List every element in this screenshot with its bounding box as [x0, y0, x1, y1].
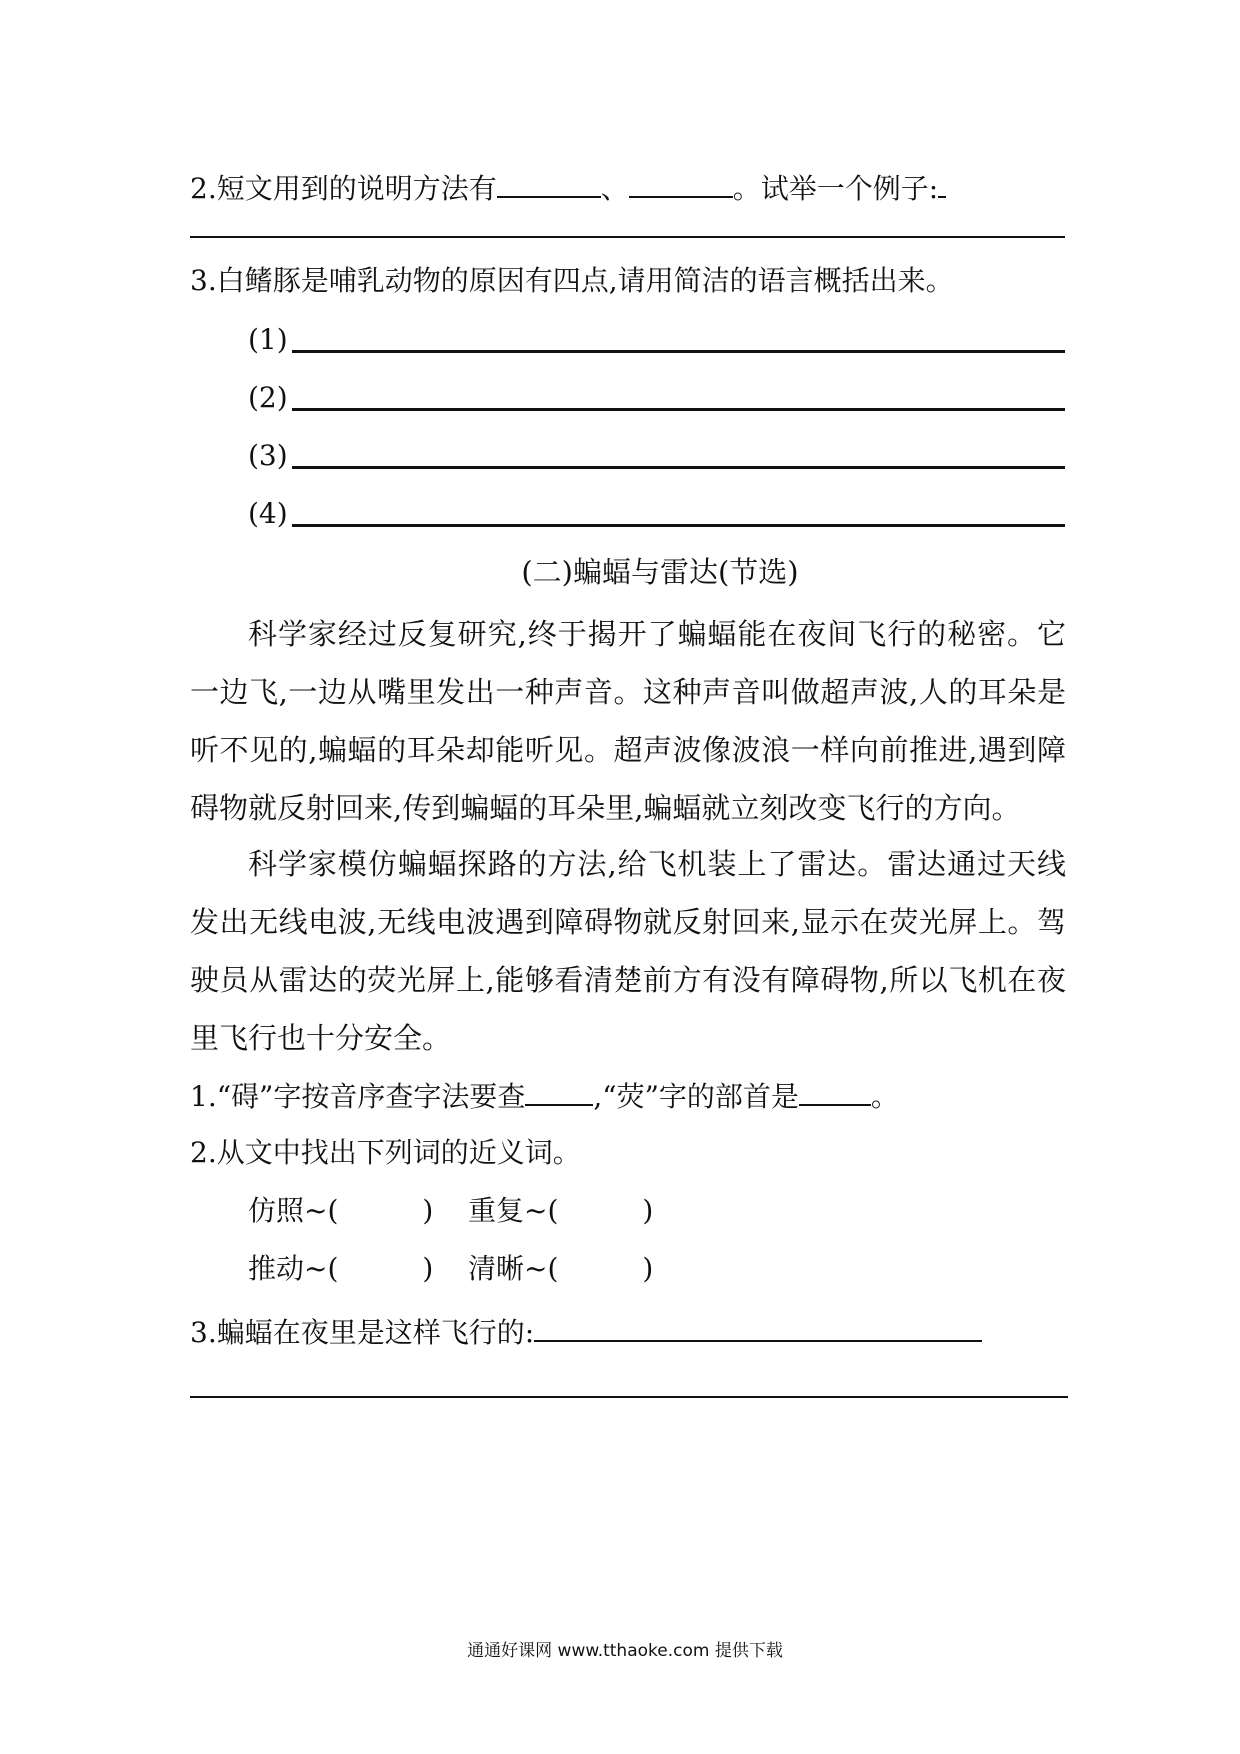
answer-blank[interactable]: [799, 1074, 871, 1106]
close-paren: ): [422, 1252, 434, 1285]
synonym-item: [468, 1249, 653, 1289]
synonym-word: 清晰~(: [468, 1252, 559, 1285]
answer-line[interactable]: [292, 408, 1065, 411]
synonym-word: 仿照~(: [248, 1194, 339, 1227]
answer-line[interactable]: [292, 350, 1065, 353]
answer-blank[interactable]: [938, 166, 946, 198]
question-3-flight: [190, 1310, 982, 1353]
item-label: (4): [248, 497, 288, 530]
answer-line[interactable]: [292, 524, 1065, 527]
question-1-part-c: 。: [870, 1080, 899, 1113]
synonym-word: 重复~(: [468, 1194, 559, 1227]
question-2-synonyms: 2.从文中找出下列词的近义词。: [190, 1136, 581, 1169]
answer-line[interactable]: [190, 236, 1065, 238]
close-paren: ): [422, 1194, 434, 1227]
answer-blank[interactable]: [534, 1310, 982, 1342]
answer-line[interactable]: [190, 1396, 1068, 1398]
item-label: (1): [248, 323, 288, 356]
synonym-word: 推动~(: [248, 1252, 339, 1285]
answer-blank[interactable]: [525, 1074, 593, 1106]
question-2-example-prompt: 。试举一个例子:: [732, 172, 939, 205]
item-label: (3): [248, 439, 288, 472]
passage-title: (二)蝙蝠与雷达(节选): [521, 555, 799, 589]
footer-credit: 通通好课网 www.tthaoke.com 提供下载: [467, 1641, 783, 1661]
close-paren: ): [642, 1252, 654, 1285]
passage-paragraph-1: 科学家经过反复研究,终于揭开了蝙蝠能在夜间飞行的秘密。它一边飞,一边从嘴里发出一种声音。这种声音叫做超声波,人的耳朵是听不见的,蝙蝠的耳朵却能听见。超声波像波浪一样向前推进,遇到障碍物就反射回来,传到蝙蝠的耳朵里,蝙蝠就立刻改变飞行的方向。: [190, 617, 1066, 825]
passage-paragraph-2: 科学家模仿蝙蝠探路的方法,给飞机装上了雷达。雷达通过天线发出无线电波,无线电波遇到障碍物就反射回来,显示在荧光屏上。驾驶员从雷达的荧光屏上,能够看清楚前方有没有障碍物,所以飞机在夜里飞行也十分安全。: [190, 847, 1066, 1055]
question-1-part-b: ,“荧”字的部首是: [593, 1080, 799, 1113]
item-label: (2): [248, 381, 288, 414]
answer-blank[interactable]: [497, 166, 601, 198]
question-2-methods: [190, 166, 946, 209]
synonym-item: [248, 1249, 433, 1289]
question-1-lookup: [190, 1074, 899, 1117]
synonym-item: [468, 1191, 653, 1231]
close-paren: ): [642, 1194, 654, 1227]
question-3-prompt: 3.蝙蝠在夜里是这样飞行的:: [190, 1316, 535, 1349]
question-1-part-a: 1.“碍”字按音序查字法要查: [190, 1080, 526, 1113]
separator: 、: [600, 172, 629, 205]
question-2-prefix: 2.短文用到的说明方法有: [190, 172, 497, 205]
question-3-text: 3.白鳍豚是哺乳动物的原因有四点,请用简洁的语言概括出来。: [190, 264, 954, 297]
answer-line[interactable]: [292, 466, 1065, 469]
synonym-item: [248, 1191, 433, 1231]
answer-blank[interactable]: [629, 166, 733, 198]
